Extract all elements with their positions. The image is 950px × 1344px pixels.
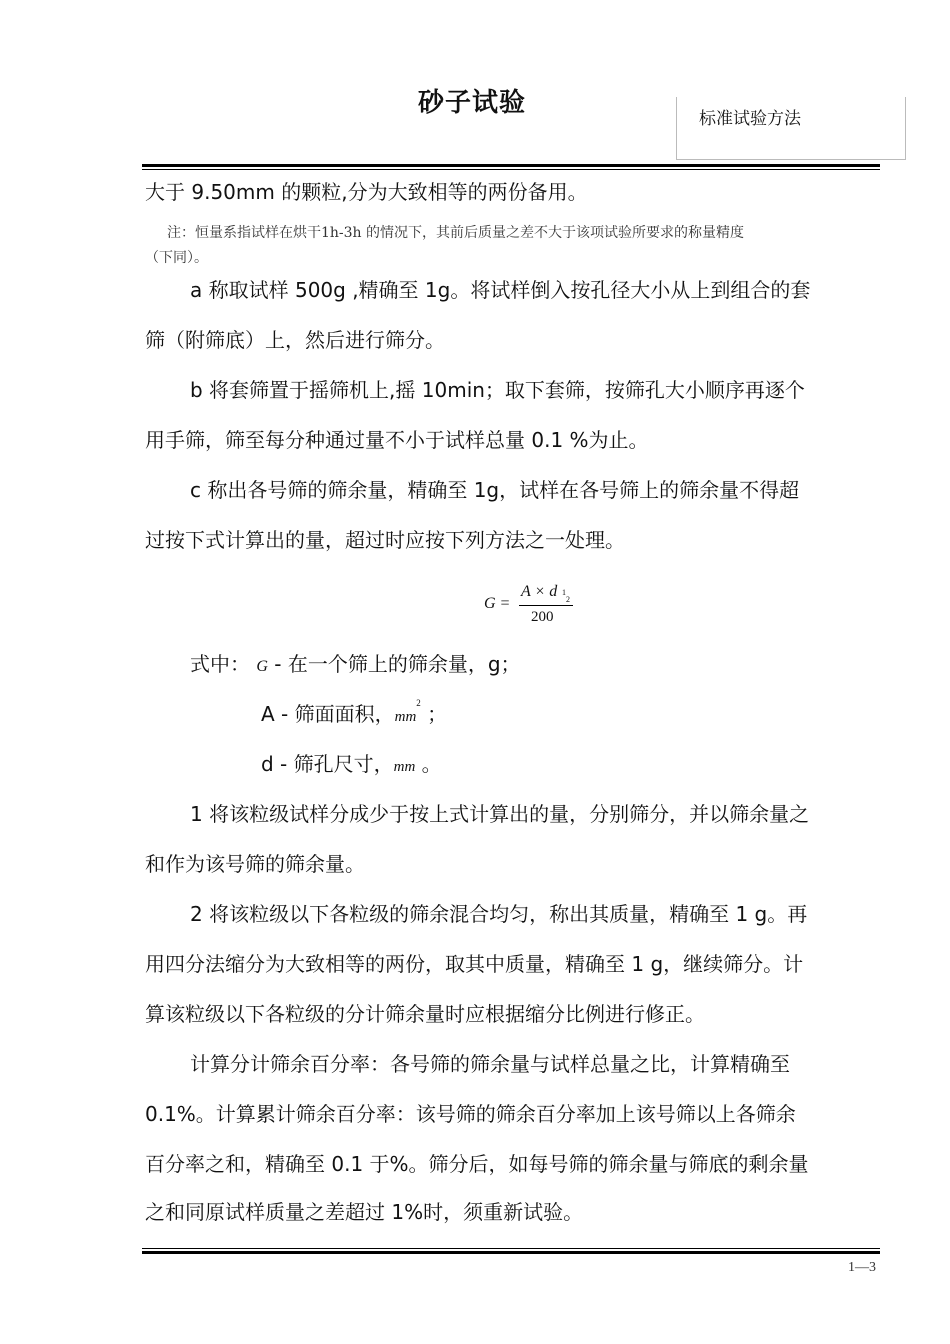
formula-subscript: 2 [566, 595, 570, 604]
formula-numerator: A × d [521, 583, 558, 600]
where-d-end: 。 [421, 752, 442, 776]
unit-mm: mm [393, 759, 416, 775]
unit-superscript: 2 [416, 698, 421, 708]
calc-line: 0.1%。计算累计筛余百分率：该号筛的筛余百分率加上该号筛以上各筛余 [145, 1102, 796, 1126]
method-1-line: 1 将该粒级试样分成少于按上式计算出的量，分别筛分，并以筛余量之 [190, 802, 810, 826]
where-line-a [261, 698, 447, 727]
page-number: 1—3 [848, 1260, 876, 1275]
symbol-g: G [256, 658, 268, 675]
paragraph-line: 大于 9.50mm 的颗粒,分为大致相等的两份备用。 [145, 180, 588, 204]
step-b-line: 用手筛，筛至每分种通过量不小于试样总量 0.1 %为止。 [145, 428, 649, 452]
method-1-line: 和作为该号筛的筛余量。 [145, 852, 365, 876]
where-a-end: ； [427, 702, 448, 726]
header-rule-thick [142, 164, 880, 167]
where-g-text: - 在一个筛上的筛余量，g； [274, 652, 521, 676]
page-title: 砂子试验 [417, 88, 526, 118]
where-prefix: 式中： [190, 652, 250, 676]
where-line-g [190, 648, 521, 677]
formula-denominator: 200 [531, 609, 554, 625]
method-2-line: 2 将该粒级以下各粒级的筛余混合均匀，称出其质量，精确至 1 g。再 [190, 902, 808, 926]
footer-rule-thick [142, 1251, 880, 1254]
step-b-line: b 将套筛置于摇筛机上,摇 10min；取下套筛，按筛孔大小顺序再逐个 [190, 378, 805, 402]
note-line: 注：恒量系指试样在烘干1h-3h 的情况下，其前后质量之差不大于该项试验所要求的称量精度 [167, 225, 745, 241]
step-a-line: a 称取试样 500g ,精确至 1g。将试样倒入按孔径大小从上到组合的套 [190, 278, 811, 302]
calc-line: 之和同原试样质量之差超过 1%时，须重新试验。 [145, 1200, 584, 1224]
unit-mm2: mm [394, 709, 417, 725]
where-d-text: d - 筛孔尺寸， [261, 752, 394, 776]
calc-line: 百分率之和，精确至 0.1 于%。筛分后，如每号筛的筛余量与筛底的剩余量 [145, 1152, 809, 1176]
fraction-bar [519, 605, 573, 606]
step-c-line: c 称出各号筛的筛余量，精确至 1g，试样在各号筛上的筛余量不得超 [190, 478, 800, 502]
standard-method-label: 标准试验方法 [699, 109, 801, 129]
step-c-line: 过按下式计算出的量，超过时应按下列方法之一处理。 [145, 528, 625, 552]
method-2-line: 算该粒级以下各粒级的分计筛余量时应根据缩分比例进行修正。 [145, 1002, 705, 1026]
footer-rule-thin [142, 1248, 880, 1249]
note-line: （下同）。 [145, 250, 208, 266]
header-rule-thin [142, 169, 880, 170]
step-a-line: 筛（附筛底）上，然后进行筛分。 [145, 328, 445, 352]
where-a-text: A - 筛面面积， [261, 702, 395, 726]
calc-line: 计算分计筛余百分率：各号筛的筛余量与试样总量之比，计算精确至 [190, 1052, 790, 1076]
method-2-line: 用四分法缩分为大致相等的两份，取其中质量，精确至 1 g，继续筛分。计 [145, 952, 804, 976]
formula-superscript: 1 [562, 588, 566, 597]
formula-lhs: G = [484, 595, 511, 612]
where-line-d [261, 748, 442, 777]
